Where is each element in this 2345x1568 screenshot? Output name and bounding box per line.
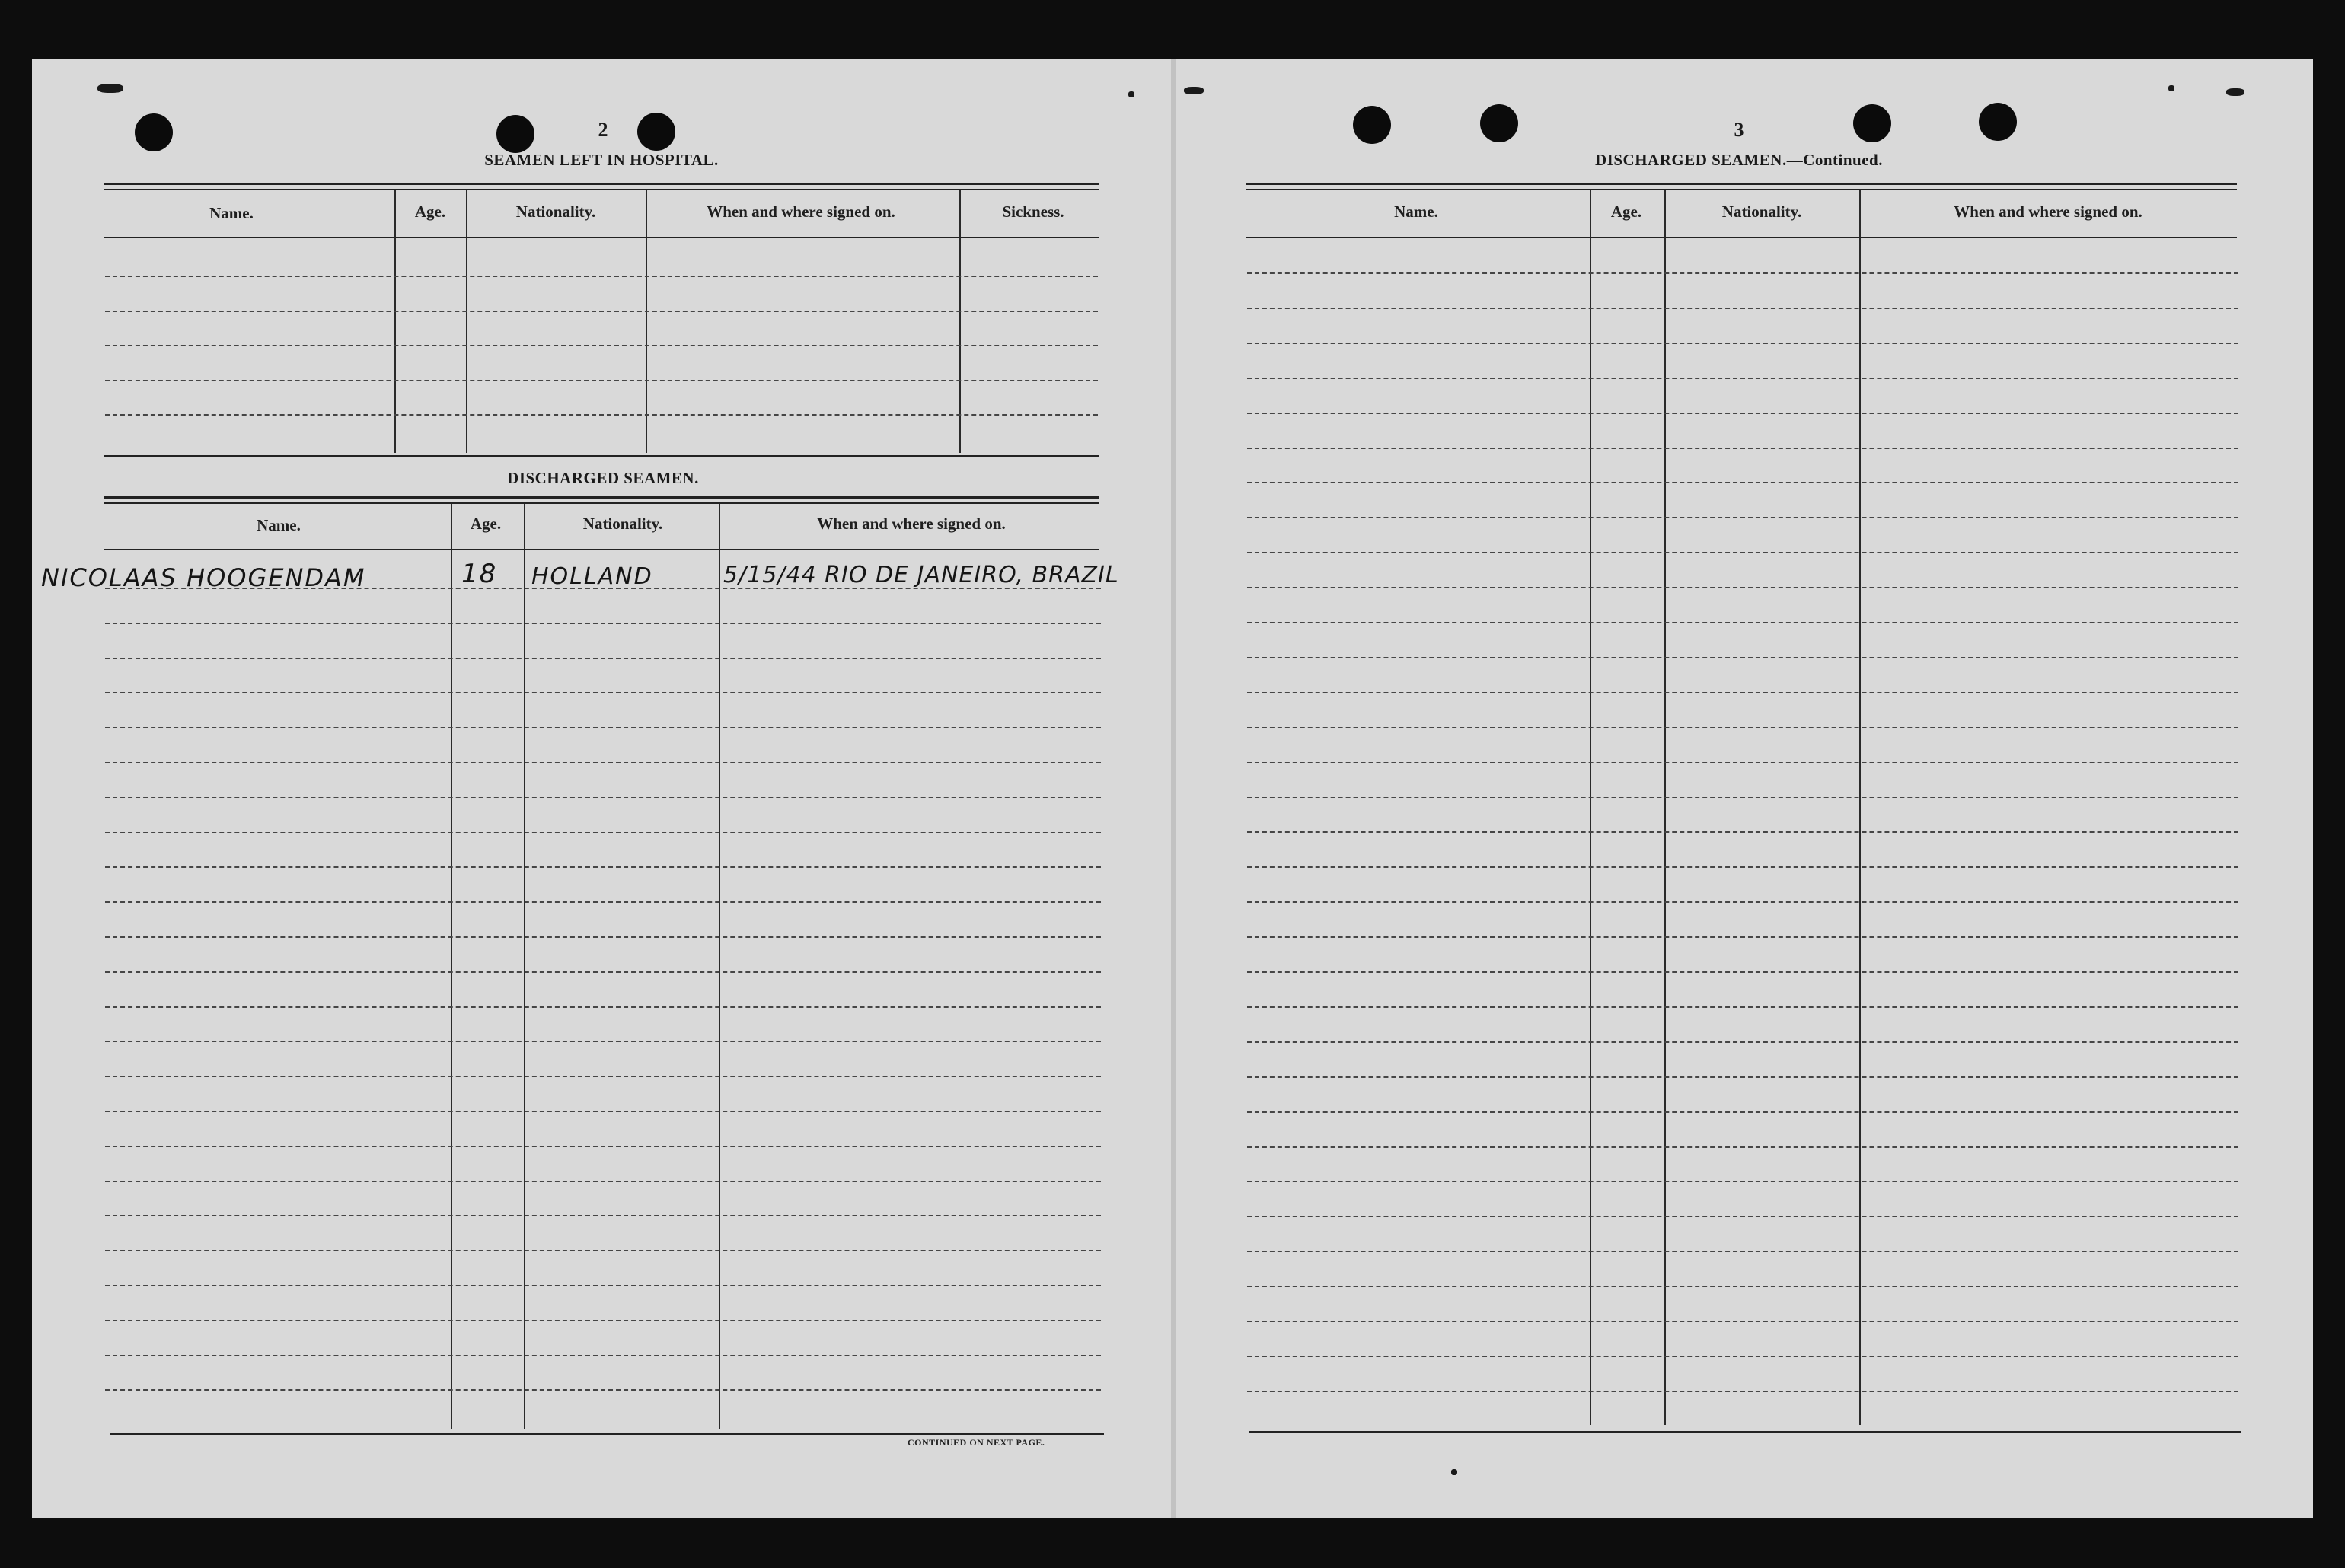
ruled-row-line [105, 901, 1101, 903]
table-top-rule [104, 183, 1099, 185]
ruled-row-line [105, 311, 1098, 312]
ruled-row-line [105, 345, 1098, 346]
ruled-row-line [105, 727, 1101, 728]
ruled-row-line [105, 380, 1098, 381]
table-top-rule [104, 502, 1099, 504]
ruled-row-line [105, 1389, 1101, 1391]
ruled-row-line [1247, 343, 2238, 344]
ruled-row-line [1247, 1251, 2238, 1252]
paper-speck [97, 84, 123, 93]
ruled-row-line [1247, 936, 2238, 938]
ruled-row-line [1247, 692, 2238, 693]
ruled-row-line [1247, 378, 2238, 379]
ruled-row-line [105, 1320, 1101, 1321]
ruled-row-line [1247, 1181, 2238, 1182]
ruled-row-line [105, 1006, 1101, 1008]
ruled-row-line [1247, 762, 2238, 763]
ruled-row-line [1247, 1286, 2238, 1287]
ruled-row-line [1247, 1321, 2238, 1322]
discharged-section-title: DISCHARGED SEAMEN. [507, 469, 699, 487]
paper-speck [1128, 91, 1134, 97]
ruled-row-line [105, 762, 1101, 763]
page-number: 3 [1734, 119, 1744, 141]
entry-signed-on: 5/15/44 RIO DE JANEIRO, BRAZIL [723, 562, 1119, 588]
punch-hole [135, 113, 173, 151]
ruled-row-line [105, 658, 1101, 659]
ruled-row-line [105, 1041, 1101, 1042]
entry-age: 18 [461, 559, 498, 589]
ruled-row-line [1247, 866, 2238, 868]
table-bottom-rule [110, 1433, 1104, 1435]
ruled-row-line [105, 1250, 1101, 1251]
ruled-row-line [1247, 552, 2238, 553]
paper-speck [2226, 88, 2244, 96]
entry-name: NICOLAAS HOOGENDAM [41, 563, 366, 592]
column-header-age: Age. [1610, 202, 1642, 221]
ruled-row-line [1247, 971, 2238, 973]
ruled-row-line [1247, 587, 2238, 588]
ruled-row-line [1247, 831, 2238, 833]
punch-hole [1480, 104, 1518, 142]
punch-hole [496, 115, 534, 153]
ruled-row-line [105, 797, 1101, 798]
hospital-section-title: SEAMEN LEFT IN HOSPITAL. [484, 151, 719, 169]
ruled-row-line [1247, 1216, 2238, 1217]
ruled-row-line [105, 414, 1098, 416]
paper-speck [1184, 87, 1204, 94]
continued-footer: CONTINUED ON NEXT PAGE. [908, 1437, 1045, 1448]
column-header-signed-on: When and where signed on. [707, 202, 895, 221]
page-fold [1171, 59, 1176, 1518]
table-top-rule [104, 189, 1099, 190]
column-header-name: Name. [1394, 202, 1438, 221]
ruled-row-line [1247, 797, 2238, 798]
ruled-row-line [1247, 622, 2238, 623]
punch-hole [1853, 104, 1891, 142]
table-top-rule [1246, 189, 2237, 190]
paper-speck [2168, 85, 2174, 91]
header-underline [104, 549, 1099, 550]
column-divider [524, 504, 525, 1429]
page-number: 2 [598, 119, 608, 141]
ruled-row-line [105, 276, 1098, 277]
ruled-row-line [1247, 482, 2238, 483]
table-top-rule [1246, 183, 2237, 185]
ruled-row-line [105, 692, 1101, 693]
ruled-row-line [1247, 901, 2238, 903]
ruled-row-line [1247, 1356, 2238, 1357]
table-top-rule [104, 496, 1099, 499]
column-header-age: Age. [470, 515, 502, 533]
column-divider [451, 504, 452, 1429]
ruled-row-line [1247, 308, 2238, 309]
ruled-row-line [105, 1146, 1101, 1147]
column-header-name: Name. [209, 204, 254, 222]
column-header-signed-on: When and where signed on. [1954, 202, 2142, 221]
ruled-row-line [1247, 448, 2238, 449]
ruled-row-line [105, 1355, 1101, 1356]
ruled-row-line [105, 832, 1101, 833]
column-header-age: Age. [414, 202, 446, 221]
entry-nationality: HOLLAND [531, 563, 653, 590]
column-header-name: Name. [257, 516, 301, 534]
ruled-row-line [105, 936, 1101, 938]
column-divider [719, 504, 720, 1429]
column-header-signed-on: When and where signed on. [817, 515, 1006, 533]
ruled-row-line [105, 971, 1101, 973]
ruled-row-line [1247, 1076, 2238, 1078]
paper-speck [1451, 1469, 1457, 1475]
table-bottom-rule [1249, 1431, 2241, 1433]
ruled-row-line [1247, 1041, 2238, 1043]
ruled-row-line [105, 1076, 1101, 1077]
ruled-row-line [105, 1215, 1101, 1216]
header-underline [1246, 237, 2237, 238]
ruled-row-line [1247, 517, 2238, 518]
ruled-row-line [1247, 413, 2238, 414]
ruled-row-line [105, 1181, 1101, 1182]
ruled-row-line [1247, 1111, 2238, 1113]
column-divider [1664, 190, 1666, 1425]
continued-section-title: DISCHARGED SEAMEN.—Continued. [1595, 151, 1883, 169]
column-divider [1590, 190, 1591, 1425]
column-header-sickness: Sickness. [1002, 202, 1064, 221]
punch-hole [1979, 103, 2017, 141]
ruled-row-line [105, 1111, 1101, 1112]
header-underline [104, 237, 1099, 238]
ruled-row-line [105, 623, 1101, 624]
punch-hole [637, 113, 675, 151]
ruled-row-line [1247, 727, 2238, 728]
ruled-row-line [1247, 272, 2238, 274]
section-rule [104, 455, 1099, 457]
column-header-nationality: Nationality. [582, 515, 663, 533]
punch-hole [1353, 106, 1391, 144]
ruled-row-line [1247, 1146, 2238, 1148]
ruled-row-line [1247, 1391, 2238, 1392]
column-header-nationality: Nationality. [1721, 202, 1802, 221]
ruled-row-line [105, 1285, 1101, 1286]
ruled-row-line [1247, 657, 2238, 658]
column-divider [1859, 190, 1861, 1425]
column-header-nationality: Nationality. [515, 202, 596, 221]
ruled-row-line [105, 866, 1101, 868]
ruled-row-line [1247, 1006, 2238, 1008]
